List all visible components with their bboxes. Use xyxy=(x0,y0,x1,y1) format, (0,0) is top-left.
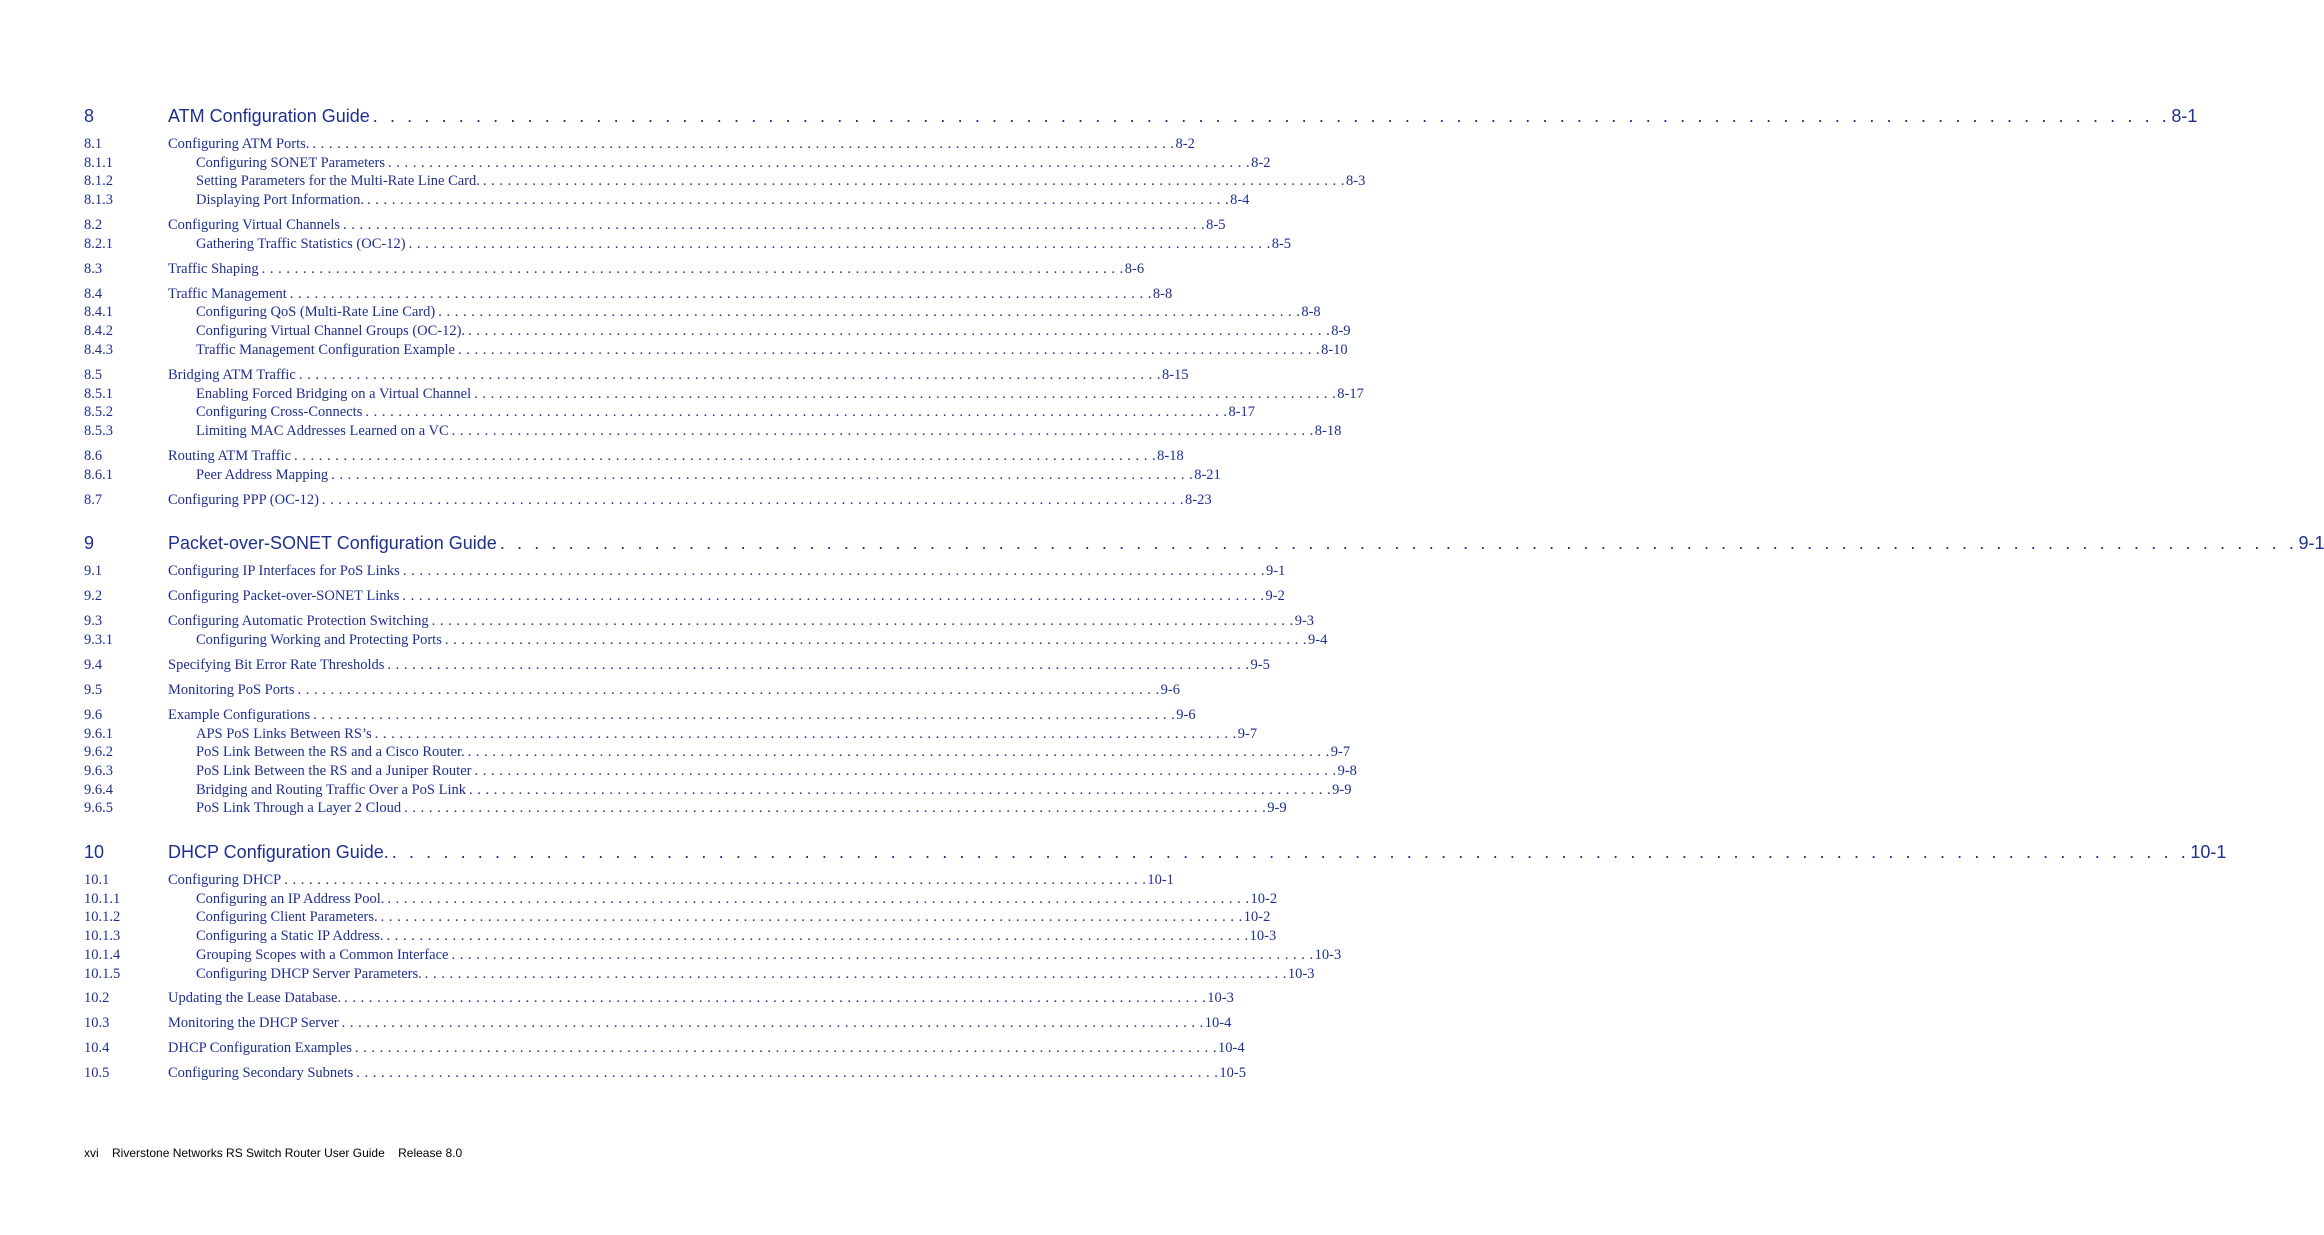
toc-dot-leader: . . . . . . . . . . . . . . . . . . . . . . . . . . . . . . . . . . . . . . . . . . . . . . . . . . . . . . . . . . . . . . . . . . . . . . . . . . . . . . . . . . . . . . . . . . . . . . . . . . . . . . . . . xyxy=(289,286,1152,302)
toc-entry-page[interactable]: 8-17 xyxy=(1228,404,1256,420)
toc-entry-title[interactable]: Routing ATM Traffic xyxy=(168,448,292,464)
toc-entry-number: 9.3 xyxy=(84,613,103,629)
toc-dot-leader: . . . . . . . . . . . . . . . . . . . . . . . . . . . . . . . . . . . . . . . . . . . . . . . . . . . . . . . . . . . . . . . . . . . . . . . . . . . . . . . . . . . . . . . . . . . . . . . . . . . . . . . . . xyxy=(467,744,1330,760)
toc-section-entry[interactable] xyxy=(84,261,1145,278)
toc-section-entry[interactable] xyxy=(84,872,1174,889)
toc-dot-leader: . . . . . . . . . . . . . . . . . . . . . . . . . . . . . . . . . . . . . . . . . . . . . . . . . . . . . . . . . . . . . . . . . . . . . . . . . . . . . . . . . . . . . . . . . . . . . . . . . . . . . . . . . xyxy=(424,966,1287,982)
toc-entry-number: 10.1.5 xyxy=(84,966,121,982)
toc-dot-leader: . . . . . . . . . . . . . . . . . . . . . . . . . . . . . . . . . . . . . . . . . . . . . . . . . . . . . . . . . . . . . . . . . . . . . . . . . . . . . . . . . . . . . . . . . . . . . . . . . . . . . . . . . xyxy=(321,492,1185,508)
toc-entry-page[interactable]: 9-8 xyxy=(1337,763,1357,779)
toc-entry-number: 9.1 xyxy=(84,563,103,579)
toc-entry-title[interactable]: Displaying Port Information. xyxy=(196,192,364,208)
toc-section-entry[interactable] xyxy=(84,1065,1246,1082)
toc-dot-leader: . . . . . . . . . . . . . . . . . . . . . . . . . . . . . . . . . . . . . . . . . . . . . . . . . . . . . . . . . . . . . . . . . . . . . . . . . . . . . . . . . . . . . . . . . . . . . . . . . . . . . . . . . xyxy=(374,726,1237,742)
toc-section-entry[interactable] xyxy=(84,304,1321,321)
toc-entry-number: 9.3.1 xyxy=(84,632,113,648)
toc-entry-number: 8.5.1 xyxy=(84,386,113,402)
toc-entry-title[interactable]: Limiting MAC Addresses Learned on a VC xyxy=(196,423,449,439)
toc-section-entry[interactable] xyxy=(84,404,1256,421)
toc-entry-title[interactable]: PoS Link Between the RS and a Juniper Router xyxy=(196,763,472,779)
toc-entry-page[interactable]: 10-2 xyxy=(1243,909,1271,925)
toc-entry-page[interactable]: 8-6 xyxy=(1124,261,1145,277)
toc-entry-title[interactable]: Monitoring the DHCP Server xyxy=(168,1015,339,1031)
toc-dot-leader: . . . . . . . . . . . . . . . . . . . . . . . . . . . . . . . . . . . . . . . . . . . . . . . . . . . . . . . . . . . . . . . . . . . . . . . . . . . . . . . . . . . . . . . . . . . . . . . . . . . . . . . . . xyxy=(386,928,1249,944)
toc-entry-number: 10.1.1 xyxy=(84,891,121,907)
toc-section-entry[interactable] xyxy=(84,657,1270,674)
toc-dot-leader: . . . . . . . . . . . . . . . . . . . . . . . . . . . . . . . . . . . . . . . . . . . . . . . . . . . . . . . . . . . . . . . . . . . . . . . . . . . . . . . . . . . . . . . . . . . . . . . . . . . . . . . . . xyxy=(372,106,2171,126)
toc-dot-leader: . . . . . . . . . . . . . . . . . . . . . . . . . . . . . . . . . . . . . . . . . . . . . . . . . . . . . . . . . . . . . . . . . . . . . . . . . . . . . . . . . . . . . . . . . . . . . . . . . . . . . . . . . xyxy=(297,682,1160,698)
toc-section-entry[interactable] xyxy=(84,386,1364,403)
toc-entry-number: 10.4 xyxy=(84,1040,110,1056)
toc-dot-leader: . . . . . . . . . . . . . . . . . . . . . . . . . . . . . . . . . . . . . . . . . . . . . . . . . . . . . . . . . . . . . . . . . . . . . . . . . . . . . . . . . . . . . . . . . . . . . . . . . . . . . . . . . xyxy=(402,563,1265,579)
toc-entry-page[interactable]: 10-1 xyxy=(1147,872,1174,888)
toc-dot-leader: . . . . . . . . . . . . . . . . . . . . . . . . . . . . . . . . . . . . . . . . . . . . . . . . . . . . . . . . . . . . . . . . . . . . . . . . . . . . . . . . . . . . . . . . . . . . . . . . . . . . . . . . . xyxy=(331,467,1194,483)
toc-dot-leader: . . . . . . . . . . . . . . . . . . . . . . . . . . . . . . . . . . . . . . . . . . . . . . . . . . . . . . . . . . . . . . . . . . . . . . . . . . . . . . . . . . . . . . . . . . . . . . . . . . . . . . . . . xyxy=(391,842,2190,862)
toc-section-entry[interactable] xyxy=(84,947,1342,964)
toc-entry-title[interactable]: Setting Parameters for the Multi-Rate Line Card. xyxy=(196,173,480,189)
toc-entry-page[interactable]: 9-6 xyxy=(1176,707,1196,723)
toc-entry-number: 8.5.2 xyxy=(84,404,113,420)
toc-entry-page[interactable]: 10-3 xyxy=(1249,928,1277,944)
toc-section-entry[interactable] xyxy=(84,1040,1245,1057)
toc-entry-title[interactable]: Configuring Packet-over-SONET Links xyxy=(168,588,400,604)
toc-entry-title[interactable]: Configuring DHCP Server Parameters. xyxy=(196,966,422,982)
toc-entry-page[interactable]: 10-2 xyxy=(1250,891,1278,907)
toc-section-entry[interactable] xyxy=(84,891,1278,908)
toc-entry-number: 8 xyxy=(84,106,95,126)
toc-entry-number: 8.2 xyxy=(84,217,103,233)
toc-dot-leader: . . . . . . . . . . . . . . . . . . . . . . . . . . . . . . . . . . . . . . . . . . . . . . . . . . . . . . . . . . . . . . . . . . . . . . . . . . . . . . . . . . . . . . . . . . . . . . . . . . . . . . . . . xyxy=(388,155,1251,171)
toc-section-entry[interactable] xyxy=(84,632,1328,649)
toc-section-entry[interactable] xyxy=(84,990,1234,1007)
toc-entry-number: 8.4.1 xyxy=(84,304,113,320)
toc-section-entry[interactable] xyxy=(84,342,1348,359)
toc-entry-page[interactable]: 9-9 xyxy=(1332,782,1352,798)
footer-page-number: xvi xyxy=(84,1146,99,1160)
toc-section-entry[interactable] xyxy=(84,726,1258,743)
toc-entry-page[interactable]: 9-7 xyxy=(1330,744,1351,760)
toc-entry-number: 10.5 xyxy=(84,1065,110,1081)
toc-entry-title[interactable]: Configuring QoS (Multi-Rate Line Card) xyxy=(196,304,436,320)
toc-section-entry[interactable] xyxy=(84,217,1226,234)
toc-section-entry[interactable] xyxy=(84,928,1277,945)
toc-entry-page[interactable]: 8-5 xyxy=(1271,236,1292,252)
toc-entry-number: 8.4.2 xyxy=(84,323,113,339)
toc-section-entry[interactable] xyxy=(84,192,1250,209)
toc-entry-number: 10.1.3 xyxy=(84,928,121,944)
toc-entry-number: 9.6.4 xyxy=(84,782,113,798)
toc-entry-title[interactable]: Configuring Secondary Subnets xyxy=(168,1065,354,1081)
toc-entry-title[interactable]: Specifying Bit Error Rate Thresholds xyxy=(168,657,385,673)
toc-entry-page[interactable]: 9-1 xyxy=(2298,533,2324,553)
toc-entry-number: 10.2 xyxy=(84,990,110,1006)
toc-entry-title[interactable]: Packet-over-SONET Configuration Guide xyxy=(168,533,497,553)
toc-section-entry[interactable] xyxy=(84,367,1189,384)
toc-entry-title[interactable]: PoS Link Through a Layer 2 Cloud xyxy=(196,800,402,816)
footer-release: Release 8.0 xyxy=(398,1146,463,1160)
toc-entry-page[interactable]: 8-17 xyxy=(1337,386,1364,402)
toc-dot-leader: . . . . . . . . . . . . . . . . . . . . . . . . . . . . . . . . . . . . . . . . . . . . . . . . . . . . . . . . . . . . . . . . . . . . . . . . . . . . . . . . . . . . . . . . . . . . . . . . . . . . . . . . . xyxy=(261,261,1124,277)
toc-section-entry[interactable] xyxy=(84,800,1287,817)
toc-dot-leader: . . . . . . . . . . . . . . . . . . . . . . . . . . . . . . . . . . . . . . . . . . . . . . . . . . . . . . . . . . . . . . . . . . . . . . . . . . . . . . . . . . . . . . . . . . . . . . . . . . . . . . . . . xyxy=(408,236,1271,252)
toc-dot-leader: . . . . . . . . . . . . . . . . . . . . . . . . . . . . . . . . . . . . . . . . . . . . . . . . . . . . . . . . . . . . . . . . . . . . . . . . . . . . . . . . . . . . . . . . . . . . . . . . . . . . . . . . . xyxy=(366,192,1230,208)
toc-entry-title[interactable]: DHCP Configuration Guide. xyxy=(168,842,389,862)
toc-section-entry[interactable] xyxy=(84,563,1286,580)
toc-entry-page[interactable]: 8-9 xyxy=(1331,323,1351,339)
toc-entry-number: 9.6 xyxy=(84,707,103,723)
toc-entry-page[interactable]: 9-5 xyxy=(1250,657,1270,673)
toc-section-entry[interactable] xyxy=(84,966,1315,983)
toc-entry-page[interactable]: 10-4 xyxy=(1204,1015,1232,1031)
toc-entry-page[interactable]: 10-4 xyxy=(1218,1040,1245,1056)
toc-section-entry[interactable] xyxy=(84,492,1212,509)
toc-entry-title[interactable]: Configuring ATM Ports. xyxy=(168,136,310,152)
toc-dot-leader: . . . . . . . . . . . . . . . . . . . . . . . . . . . . . . . . . . . . . . . . . . . . . . . . . . . . . . . . . . . . . . . . . . . . . . . . . . . . . . . . . . . . . . . . . . . . . . . . . . . . . . . . . xyxy=(474,763,1337,779)
toc-section-entry[interactable] xyxy=(84,423,1342,440)
toc-entry-number: 9.6.3 xyxy=(84,763,113,779)
toc-entry-number: 9.6.5 xyxy=(84,800,113,816)
toc-entry-title[interactable]: Configuring Cross-Connects xyxy=(196,404,363,420)
footer-book-title: Riverstone Networks RS Switch Router User Guide xyxy=(112,1146,385,1160)
toc-entry-number: 8.1.2 xyxy=(84,173,113,189)
toc-entry-title[interactable]: Monitoring PoS Ports xyxy=(168,682,295,698)
toc-section-entry[interactable] xyxy=(84,136,1195,153)
toc-entry-page[interactable]: 8-5 xyxy=(1206,217,1226,233)
toc-chapter-entry[interactable] xyxy=(84,533,2324,554)
toc-entry-page[interactable]: 9-6 xyxy=(1160,682,1180,698)
toc-section-entry[interactable] xyxy=(84,448,1184,465)
toc-section-entry[interactable] xyxy=(84,1015,1232,1032)
toc-entry-title[interactable]: Traffic Management xyxy=(168,286,287,302)
toc-entry-page[interactable]: 8-2 xyxy=(1251,155,1271,171)
toc-entry-title[interactable]: Configuring SONET Parameters xyxy=(196,155,386,171)
toc-entry-number: 8.4 xyxy=(84,286,103,302)
toc-entry-page[interactable]: 8-8 xyxy=(1301,304,1321,320)
toc-dot-leader: . . . . . . . . . . . . . . . . . . . . . . . . . . . . . . . . . . . . . . . . . . . . . . . . . . . . . . . . . . . . . . . . . . . . . . . . . . . . . . . . . . . . . . . . . . . . . . . . . . . . . . . . . xyxy=(312,136,1175,152)
toc-entry-title[interactable]: Configuring PPP (OC-12) xyxy=(168,492,319,508)
toc-dot-leader: . . . . . . . . . . . . . . . . . . . . . . . . . . . . . . . . . . . . . . . . . . . . . . . . . . . . . . . . . . . . . . . . . . . . . . . . . . . . . . . . . . . . . . . . . . . . . . . . . . . . . . . . . xyxy=(402,588,1265,604)
toc-section-entry[interactable] xyxy=(84,323,1351,340)
toc-entry-page[interactable]: 10-3 xyxy=(1287,966,1315,982)
toc-section-entry[interactable] xyxy=(84,782,1352,799)
toc-entry-page[interactable]: 8-1 xyxy=(2171,106,2198,126)
toc-entry-page[interactable]: 8-15 xyxy=(1161,367,1189,383)
toc-dot-leader: . . . . . . . . . . . . . . . . . . . . . . . . . . . . . . . . . . . . . . . . . . . . . . . . . . . . . . . . . . . . . . . . . . . . . . . . . . . . . . . . . . . . . . . . . . . . . . . . . . . . . . . . . xyxy=(387,891,1250,907)
toc-entry-title[interactable]: DHCP Configuration Examples xyxy=(168,1040,352,1056)
toc-entry-title[interactable]: Grouping Scopes with a Common Interface xyxy=(196,947,449,963)
toc-entry-number: 10.3 xyxy=(84,1015,110,1031)
toc-entry-page[interactable]: 9-3 xyxy=(1294,613,1315,629)
toc-section-entry[interactable] xyxy=(84,236,1292,253)
toc-dot-leader: . . . . . . . . . . . . . . . . . . . . . . . . . . . . . . . . . . . . . . . . . . . . . . . . . . . . . . . . . . . . . . . . . . . . . . . . . . . . . . . . . . . . . . . . . . . . . . . . . . . . . . . . . xyxy=(387,657,1250,673)
toc-entry-page[interactable]: 8-4 xyxy=(1230,192,1250,208)
toc-entry-page[interactable]: 8-10 xyxy=(1321,342,1348,358)
toc-entry-number: 10.1 xyxy=(84,872,110,888)
toc-dot-leader: . . . . . . . . . . . . . . . . . . . . . . . . . . . . . . . . . . . . . . . . . . . . . . . . . . . . . . . . . . . . . . . . . . . . . . . . . . . . . . . . . . . . . . . . . . . . . . . . . . . . . . . . . xyxy=(474,386,1337,402)
toc-dot-leader: . . . . . . . . . . . . . . . . . . . . . . . . . . . . . . . . . . . . . . . . . . . . . . . . . . . . . . . . . . . . . . . . . . . . . . . . . . . . . . . . . . . . . . . . . . . . . . . . . . . . . . . . . xyxy=(457,342,1321,358)
toc-entry-title[interactable]: PoS Link Between the RS and a Cisco Router. xyxy=(196,744,465,760)
toc-dot-leader: . . . . . . . . . . . . . . . . . . . . . . . . . . . . . . . . . . . . . . . . . . . . . . . . . . . . . . . . . . . . . . . . . . . . . . . . . . . . . . . . . . . . . . . . . . . . . . . . . . . . . . . . . xyxy=(284,872,1147,888)
toc-entry-title[interactable]: Configuring Automatic Protection Switching xyxy=(168,613,429,629)
toc-entry-title[interactable]: Configuring an IP Address Pool. xyxy=(196,891,385,907)
toc-entry-number: 8.1.1 xyxy=(84,155,113,171)
toc-entry-page[interactable]: 9-2 xyxy=(1265,588,1285,604)
toc-dot-leader: . . . . . . . . . . . . . . . . . . . . . . . . . . . . . . . . . . . . . . . . . . . . . . . . . . . . . . . . . . . . . . . . . . . . . . . . . . . . . . . . . . . . . . . . . . . . . . . . . . . . . . . . . xyxy=(341,1015,1204,1031)
toc-entry-title[interactable]: Configuring Virtual Channel Groups (OC-12). xyxy=(196,323,466,339)
toc-chapter-entry[interactable] xyxy=(84,106,2198,127)
toc-entry-number: 8.5.3 xyxy=(84,423,113,439)
toc-entry-page[interactable]: 9-1 xyxy=(1265,563,1286,579)
toc-entry-page[interactable]: 10-3 xyxy=(1207,990,1234,1006)
toc-entry-number: 9.6.1 xyxy=(84,726,113,742)
toc-entry-title[interactable]: Traffic Management Configuration Example xyxy=(196,342,455,358)
toc-entry-title[interactable]: Example Configurations xyxy=(168,707,311,723)
toc-entry-page[interactable]: 8-8 xyxy=(1152,286,1173,302)
toc-entry-page[interactable]: 8-23 xyxy=(1185,492,1212,508)
toc-entry-number: 10 xyxy=(84,842,105,862)
toc-entry-title[interactable]: Configuring Client Parameters. xyxy=(196,909,378,925)
toc-entry-page[interactable]: 10-3 xyxy=(1314,947,1342,963)
toc-dot-leader: . . . . . . . . . . . . . . . . . . . . . . . . . . . . . . . . . . . . . . . . . . . . . . . . . . . . . . . . . . . . . . . . . . . . . . . . . . . . . . . . . . . . . . . . . . . . . . . . . . . . . . . . . xyxy=(344,990,1207,1006)
toc-entry-page[interactable]: 9-4 xyxy=(1307,632,1328,648)
toc-dot-leader: . . . . . . . . . . . . . . . . . . . . . . . . . . . . . . . . . . . . . . . . . . . . . . . . . . . . . . . . . . . . . . . . . . . . . . . . . . . . . . . . . . . . . . . . . . . . . . . . . . . . . . . . . xyxy=(294,448,1157,464)
toc-entry-title[interactable]: ATM Configuration Guide xyxy=(168,106,370,126)
toc-section-entry[interactable] xyxy=(84,744,1351,761)
toc-dot-leader: . . . . . . . . . . . . . . . . . . . . . . . . . . . . . . . . . . . . . . . . . . . . . . . . . . . . . . . . . . . . . . . . . . . . . . . . . . . . . . . . . . . . . . . . . . . . . . . . . . . . . . . . . xyxy=(431,613,1294,629)
toc-entry-number: 10.1.2 xyxy=(84,909,121,925)
toc-entry-page[interactable]: 8-18 xyxy=(1157,448,1184,464)
toc-dot-leader: . . . . . . . . . . . . . . . . . . . . . . . . . . . . . . . . . . . . . . . . . . . . . . . . . . . . . . . . . . . . . . . . . . . . . . . . . . . . . . . . . . . . . . . . . . . . . . . . . . . . . . . . . xyxy=(354,1040,1218,1056)
toc-dot-leader: . . . . . . . . . . . . . . . . . . . . . . . . . . . . . . . . . . . . . . . . . . . . . . . . . . . . . . . . . . . . . . . . . . . . . . . . . . . . . . . . . . . . . . . . . . . . . . . . . . . . . . . . . xyxy=(313,707,1176,723)
toc-entry-title[interactable]: Enabling Forced Bridging on a Virtual Channel xyxy=(196,386,472,402)
toc-section-entry[interactable] xyxy=(84,286,1173,303)
toc-entry-page[interactable]: 8-18 xyxy=(1314,423,1342,439)
toc-section-entry[interactable] xyxy=(84,155,1271,172)
toc-entry-title[interactable]: Configuring Virtual Channels xyxy=(168,217,341,233)
toc-entry-title[interactable]: Configuring DHCP xyxy=(168,872,282,888)
toc-entry-page[interactable]: 9-9 xyxy=(1267,800,1287,816)
toc-entry-number: 8.6 xyxy=(84,448,103,464)
toc-entry-number: 9.6.2 xyxy=(84,744,113,760)
toc-dot-leader: . . . . . . . . . . . . . . . . . . . . . . . . . . . . . . . . . . . . . . . . . . . . . . . . . . . . . . . . . . . . . . . . . . . . . . . . . . . . . . . . . . . . . . . . . . . . . . . . . . . . . . . . . xyxy=(380,909,1243,925)
toc-section-entry[interactable] xyxy=(84,173,1366,190)
toc-entry-page[interactable]: 8-2 xyxy=(1175,136,1195,152)
toc-entry-title[interactable]: Gathering Traffic Statistics (OC-12) xyxy=(196,236,406,252)
toc-dot-leader: . . . . . . . . . . . . . . . . . . . . . . . . . . . . . . . . . . . . . . . . . . . . . . . . . . . . . . . . . . . . . . . . . . . . . . . . . . . . . . . . . . . . . . . . . . . . . . . . . . . . . . . . . xyxy=(469,782,1332,798)
toc-entry-number: 8.4.3 xyxy=(84,342,113,358)
toc-entry-number: 8.6.1 xyxy=(84,467,113,483)
toc-entry-page[interactable]: 9-7 xyxy=(1237,726,1258,742)
toc-entry-title[interactable]: Configuring IP Interfaces for PoS Links xyxy=(168,563,400,579)
toc-chapter-entry[interactable] xyxy=(84,842,2227,863)
toc-entry-title[interactable]: Peer Address Mapping xyxy=(196,467,329,483)
toc-entry-number: 8.2.1 xyxy=(84,236,113,252)
toc-entry-title[interactable]: Bridging and Routing Traffic Over a PoS Link xyxy=(196,782,466,798)
toc-entry-title[interactable]: Configuring a Static IP Address. xyxy=(196,928,384,944)
toc-section-entry[interactable] xyxy=(84,707,1196,724)
toc-dot-leader: . . . . . . . . . . . . . . . . . . . . . . . . . . . . . . . . . . . . . . . . . . . . . . . . . . . . . . . . . . . . . . . . . . . . . . . . . . . . . . . . . . . . . . . . . . . . . . . . . . . . . . . . . xyxy=(365,404,1228,420)
toc-entry-title[interactable]: Traffic Shaping xyxy=(168,261,259,277)
toc-section-entry[interactable] xyxy=(84,763,1357,780)
toc-entry-number: 8.1.3 xyxy=(84,192,113,208)
toc-entry-number: 8.7 xyxy=(84,492,103,508)
toc-dot-leader: . . . . . . . . . . . . . . . . . . . . . . . . . . . . . . . . . . . . . . . . . . . . . . . . . . . . . . . . . . . . . . . . . . . . . . . . . . . . . . . . . . . . . . . . . . . . . . . . . . . . . . . . . xyxy=(438,304,1301,320)
page-footer xyxy=(84,1146,472,1160)
toc-dot-leader: . . . . . . . . . . . . . . . . . . . . . . . . . . . . . . . . . . . . . . . . . . . . . . . . . . . . . . . . . . . . . . . . . . . . . . . . . . . . . . . . . . . . . . . . . . . . . . . . . . . . . . . . . xyxy=(298,367,1161,383)
toc-entry-number: 8.5 xyxy=(84,367,103,383)
toc-entry-title[interactable]: APS PoS Links Between RS’s xyxy=(196,726,372,742)
toc-entry-number: 8.3 xyxy=(84,261,103,277)
toc-entry-title[interactable]: Bridging ATM Traffic xyxy=(168,367,296,383)
toc-entry-page[interactable]: 8-21 xyxy=(1194,467,1221,483)
toc-section-entry[interactable] xyxy=(84,613,1315,630)
toc-entry-title[interactable]: Configuring Working and Protecting Ports xyxy=(196,632,442,648)
toc-entry-page[interactable]: 10-5 xyxy=(1219,1065,1246,1081)
toc-dot-leader: . . . . . . . . . . . . . . . . . . . . . . . . . . . . . . . . . . . . . . . . . . . . . . . . . . . . . . . . . . . . . . . . . . . . . . . . . . . . . . . . . . . . . . . . . . . . . . . . . . . . . . . . . xyxy=(343,217,1206,233)
toc-entry-number: 9.4 xyxy=(84,657,103,673)
toc-dot-leader: . . . . . . . . . . . . . . . . . . . . . . . . . . . . . . . . . . . . . . . . . . . . . . . . . . . . . . . . . . . . . . . . . . . . . . . . . . . . . . . . . . . . . . . . . . . . . . . . . . . . . . . . . xyxy=(451,423,1314,439)
toc-entry-number: 9.5 xyxy=(84,682,103,698)
toc-dot-leader: . . . . . . . . . . . . . . . . . . . . . . . . . . . . . . . . . . . . . . . . . . . . . . . . . . . . . . . . . . . . . . . . . . . . . . . . . . . . . . . . . . . . . . . . . . . . . . . . . . . . . . . . . xyxy=(404,800,1267,816)
toc-dot-leader: . . . . . . . . . . . . . . . . . . . . . . . . . . . . . . . . . . . . . . . . . . . . . . . . . . . . . . . . . . . . . . . . . . . . . . . . . . . . . . . . . . . . . . . . . . . . . . . . . . . . . . . . . xyxy=(444,632,1307,648)
toc-dot-leader: . . . . . . . . . . . . . . . . . . . . . . . . . . . . . . . . . . . . . . . . . . . . . . . . . . . . . . . . . . . . . . . . . . . . . . . . . . . . . . . . . . . . . . . . . . . . . . . . . . . . . . . . . xyxy=(482,173,1346,189)
toc-dot-leader: . . . . . . . . . . . . . . . . . . . . . . . . . . . . . . . . . . . . . . . . . . . . . . . . . . . . . . . . . . . . . . . . . . . . . . . . . . . . . . . . . . . . . . . . . . . . . . . . . . . . . . . . . xyxy=(356,1065,1219,1081)
toc-section-entry[interactable] xyxy=(84,909,1271,926)
toc-entry-number: 8.1 xyxy=(84,136,103,152)
toc-section-entry[interactable] xyxy=(84,588,1285,605)
toc-dot-leader: . . . . . . . . . . . . . . . . . . . . . . . . . . . . . . . . . . . . . . . . . . . . . . . . . . . . . . . . . . . . . . . . . . . . . . . . . . . . . . . . . . . . . . . . . . . . . . . . . . . . . . . . . xyxy=(451,947,1314,963)
toc-entry-title[interactable]: Updating the Lease Database. xyxy=(168,990,342,1006)
toc-dot-leader: . . . . . . . . . . . . . . . . . . . . . . . . . . . . . . . . . . . . . . . . . . . . . . . . . . . . . . . . . . . . . . . . . . . . . . . . . . . . . . . . . . . . . . . . . . . . . . . . . . . . . . . . . xyxy=(499,533,2298,553)
toc-entry-page[interactable]: 10-1 xyxy=(2190,842,2227,862)
toc-section-entry[interactable] xyxy=(84,682,1180,699)
toc-entry-number: 9.2 xyxy=(84,588,103,604)
toc-dot-leader: . . . . . . . . . . . . . . . . . . . . . . . . . . . . . . . . . . . . . . . . . . . . . . . . . . . . . . . . . . . . . . . . . . . . . . . . . . . . . . . . . . . . . . . . . . . . . . . . . . . . . . . . . xyxy=(468,323,1331,339)
toc-entry-number: 10.1.4 xyxy=(84,947,121,963)
toc-section-entry[interactable] xyxy=(84,467,1221,484)
toc-entry-number: 9 xyxy=(84,533,95,553)
toc-entry-page[interactable]: 8-3 xyxy=(1346,173,1366,189)
